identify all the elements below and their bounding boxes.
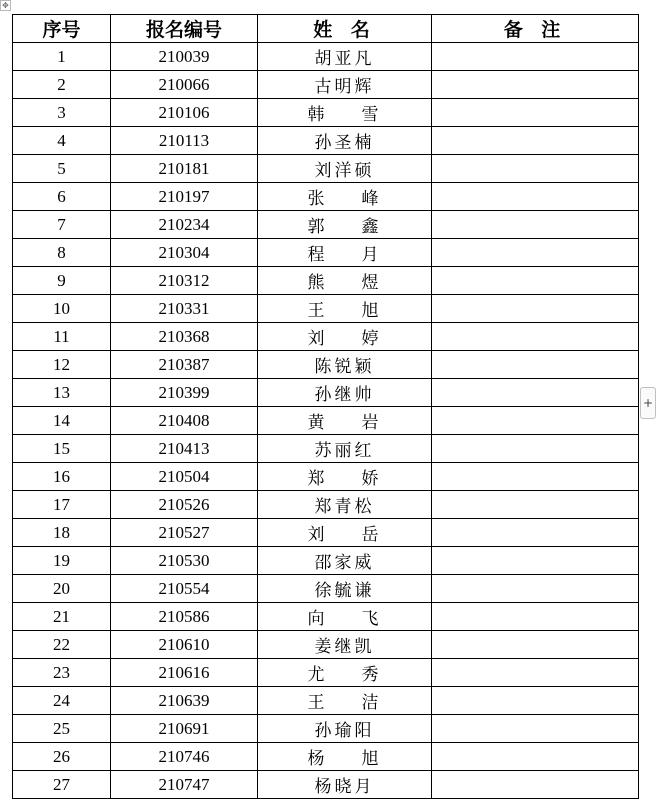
cell-reg-no[interactable]: 210413 [111, 435, 258, 463]
cell-remark[interactable] [432, 575, 639, 603]
cell-name[interactable]: 刘洋硕 [258, 155, 432, 183]
cell-remark[interactable] [432, 603, 639, 631]
cell-name[interactable]: 杨晓月 [258, 771, 432, 799]
cell-name[interactable]: 郑青松 [258, 491, 432, 519]
cell-seq[interactable]: 27 [13, 771, 111, 799]
cell-name[interactable]: 苏丽红 [258, 435, 432, 463]
cell-name[interactable]: 王 洁 [258, 687, 432, 715]
cell-name[interactable]: 尤 秀 [258, 659, 432, 687]
table-row [13, 155, 639, 183]
cell-reg-no[interactable]: 210066 [111, 71, 258, 99]
cell-remark[interactable] [432, 99, 639, 127]
cell-reg-no[interactable]: 210691 [111, 715, 258, 743]
cell-seq[interactable]: 26 [13, 743, 111, 771]
cell-remark[interactable] [432, 379, 639, 407]
cell-remark[interactable] [432, 547, 639, 575]
cell-remark[interactable] [432, 631, 639, 659]
cell-reg-no[interactable]: 210368 [111, 323, 258, 351]
cell-name[interactable]: 胡亚凡 [258, 43, 432, 71]
cell-seq[interactable]: 15 [13, 435, 111, 463]
cell-remark[interactable] [432, 155, 639, 183]
cell-remark[interactable] [432, 491, 639, 519]
cell-seq[interactable]: 4 [13, 127, 111, 155]
cell-reg-no[interactable]: 210527 [111, 519, 258, 547]
table-row [13, 771, 639, 799]
cell-name[interactable]: 邵家威 [258, 547, 432, 575]
cell-name[interactable]: 韩 雪 [258, 99, 432, 127]
cell-reg-no[interactable]: 210554 [111, 575, 258, 603]
cell-remark[interactable] [432, 435, 639, 463]
cell-seq[interactable]: 3 [13, 99, 111, 127]
cell-reg-no[interactable]: 210039 [111, 43, 258, 71]
cell-remark[interactable] [432, 295, 639, 323]
table-row [13, 435, 639, 463]
cell-seq[interactable]: 8 [13, 239, 111, 267]
table-row [13, 127, 639, 155]
table-row [13, 603, 639, 631]
cell-remark[interactable] [432, 715, 639, 743]
cell-name[interactable]: 古明辉 [258, 71, 432, 99]
cell-reg-no[interactable]: 210399 [111, 379, 258, 407]
cell-remark[interactable] [432, 211, 639, 239]
cell-name[interactable]: 熊 煜 [258, 267, 432, 295]
cell-remark[interactable] [432, 519, 639, 547]
add-column-plus-icon[interactable]: + [640, 387, 656, 419]
cell-name[interactable]: 黄 岩 [258, 407, 432, 435]
cell-reg-no[interactable]: 210747 [111, 771, 258, 799]
header-reg-no[interactable]: 报名编号 [111, 15, 258, 43]
cell-reg-no[interactable]: 210639 [111, 687, 258, 715]
cell-reg-no[interactable]: 210197 [111, 183, 258, 211]
cell-name[interactable]: 刘 岳 [258, 519, 432, 547]
cell-seq[interactable]: 14 [13, 407, 111, 435]
cell-seq[interactable]: 5 [13, 155, 111, 183]
cell-reg-no[interactable]: 210504 [111, 463, 258, 491]
cell-seq[interactable]: 20 [13, 575, 111, 603]
cell-name[interactable]: 向 飞 [258, 603, 432, 631]
table-row [13, 239, 639, 267]
cell-remark[interactable] [432, 183, 639, 211]
header-row [13, 15, 639, 43]
table-row [13, 659, 639, 687]
cell-reg-no[interactable]: 210616 [111, 659, 258, 687]
cell-seq[interactable]: 1 [13, 43, 111, 71]
cell-name[interactable]: 陈锐颖 [258, 351, 432, 379]
table-row [13, 631, 639, 659]
table-row [13, 547, 639, 575]
table-move-icon[interactable]: ✥ [0, 0, 11, 11]
table-row [13, 687, 639, 715]
cell-remark[interactable] [432, 687, 639, 715]
cell-reg-no[interactable]: 210304 [111, 239, 258, 267]
cell-seq[interactable]: 19 [13, 547, 111, 575]
cell-seq[interactable]: 9 [13, 267, 111, 295]
cell-remark[interactable] [432, 407, 639, 435]
cell-reg-no[interactable]: 210387 [111, 351, 258, 379]
header-remark[interactable]: 备 注 [432, 15, 639, 43]
cell-reg-no[interactable]: 210530 [111, 547, 258, 575]
cell-remark[interactable] [432, 323, 639, 351]
cell-seq[interactable]: 16 [13, 463, 111, 491]
cell-name[interactable]: 杨 旭 [258, 743, 432, 771]
cell-remark[interactable] [432, 127, 639, 155]
table-row [13, 183, 639, 211]
cell-seq[interactable]: 25 [13, 715, 111, 743]
table-row [13, 407, 639, 435]
cell-name[interactable]: 孙继帅 [258, 379, 432, 407]
cell-seq[interactable]: 10 [13, 295, 111, 323]
table-row [13, 379, 639, 407]
table-row [13, 491, 639, 519]
cell-name[interactable]: 孙圣楠 [258, 127, 432, 155]
cell-name[interactable]: 姜继凯 [258, 631, 432, 659]
cell-reg-no[interactable]: 210526 [111, 491, 258, 519]
cell-name[interactable]: 刘 婷 [258, 323, 432, 351]
cell-seq[interactable]: 22 [13, 631, 111, 659]
cell-reg-no[interactable]: 210331 [111, 295, 258, 323]
cell-remark[interactable] [432, 743, 639, 771]
cell-name[interactable]: 王 旭 [258, 295, 432, 323]
cell-seq[interactable]: 24 [13, 687, 111, 715]
header-seq[interactable]: 序号 [13, 15, 111, 43]
cell-remark[interactable] [432, 351, 639, 379]
cell-seq[interactable]: 7 [13, 211, 111, 239]
cell-remark[interactable] [432, 463, 639, 491]
table-row [13, 519, 639, 547]
cell-remark[interactable] [432, 771, 639, 799]
table-row [13, 323, 639, 351]
table-row [13, 43, 639, 71]
table-row [13, 715, 639, 743]
table-row [13, 211, 639, 239]
cell-seq[interactable]: 18 [13, 519, 111, 547]
cell-seq[interactable]: 12 [13, 351, 111, 379]
cell-seq[interactable]: 13 [13, 379, 111, 407]
table-row [13, 295, 639, 323]
cell-remark[interactable] [432, 71, 639, 99]
cell-seq[interactable]: 23 [13, 659, 111, 687]
cell-reg-no[interactable]: 210181 [111, 155, 258, 183]
cell-remark[interactable] [432, 43, 639, 71]
cell-reg-no[interactable]: 210746 [111, 743, 258, 771]
cell-name[interactable]: 徐毓谦 [258, 575, 432, 603]
cell-name[interactable]: 郭 鑫 [258, 211, 432, 239]
cell-seq[interactable]: 21 [13, 603, 111, 631]
table-row [13, 743, 639, 771]
table-row [13, 71, 639, 99]
cell-remark[interactable] [432, 267, 639, 295]
header-name[interactable]: 姓 名 [258, 15, 432, 43]
roster-table [12, 14, 639, 799]
cell-reg-no[interactable]: 210586 [111, 603, 258, 631]
table-row [13, 267, 639, 295]
cell-reg-no[interactable]: 210113 [111, 127, 258, 155]
cell-seq[interactable]: 6 [13, 183, 111, 211]
cell-reg-no[interactable]: 210408 [111, 407, 258, 435]
cell-reg-no[interactable]: 210234 [111, 211, 258, 239]
cell-seq[interactable]: 17 [13, 491, 111, 519]
cell-remark[interactable] [432, 239, 639, 267]
cell-reg-no[interactable]: 210610 [111, 631, 258, 659]
cell-name[interactable]: 程 月 [258, 239, 432, 267]
table-row [13, 463, 639, 491]
cell-name[interactable]: 张 峰 [258, 183, 432, 211]
cell-remark[interactable] [432, 659, 639, 687]
table-row [13, 99, 639, 127]
cell-name[interactable]: 郑 娇 [258, 463, 432, 491]
cell-name[interactable]: 孙瑜阳 [258, 715, 432, 743]
cell-seq[interactable]: 2 [13, 71, 111, 99]
table-row [13, 575, 639, 603]
cell-reg-no[interactable]: 210106 [111, 99, 258, 127]
table-row [13, 351, 639, 379]
cell-seq[interactable]: 11 [13, 323, 111, 351]
cell-reg-no[interactable]: 210312 [111, 267, 258, 295]
